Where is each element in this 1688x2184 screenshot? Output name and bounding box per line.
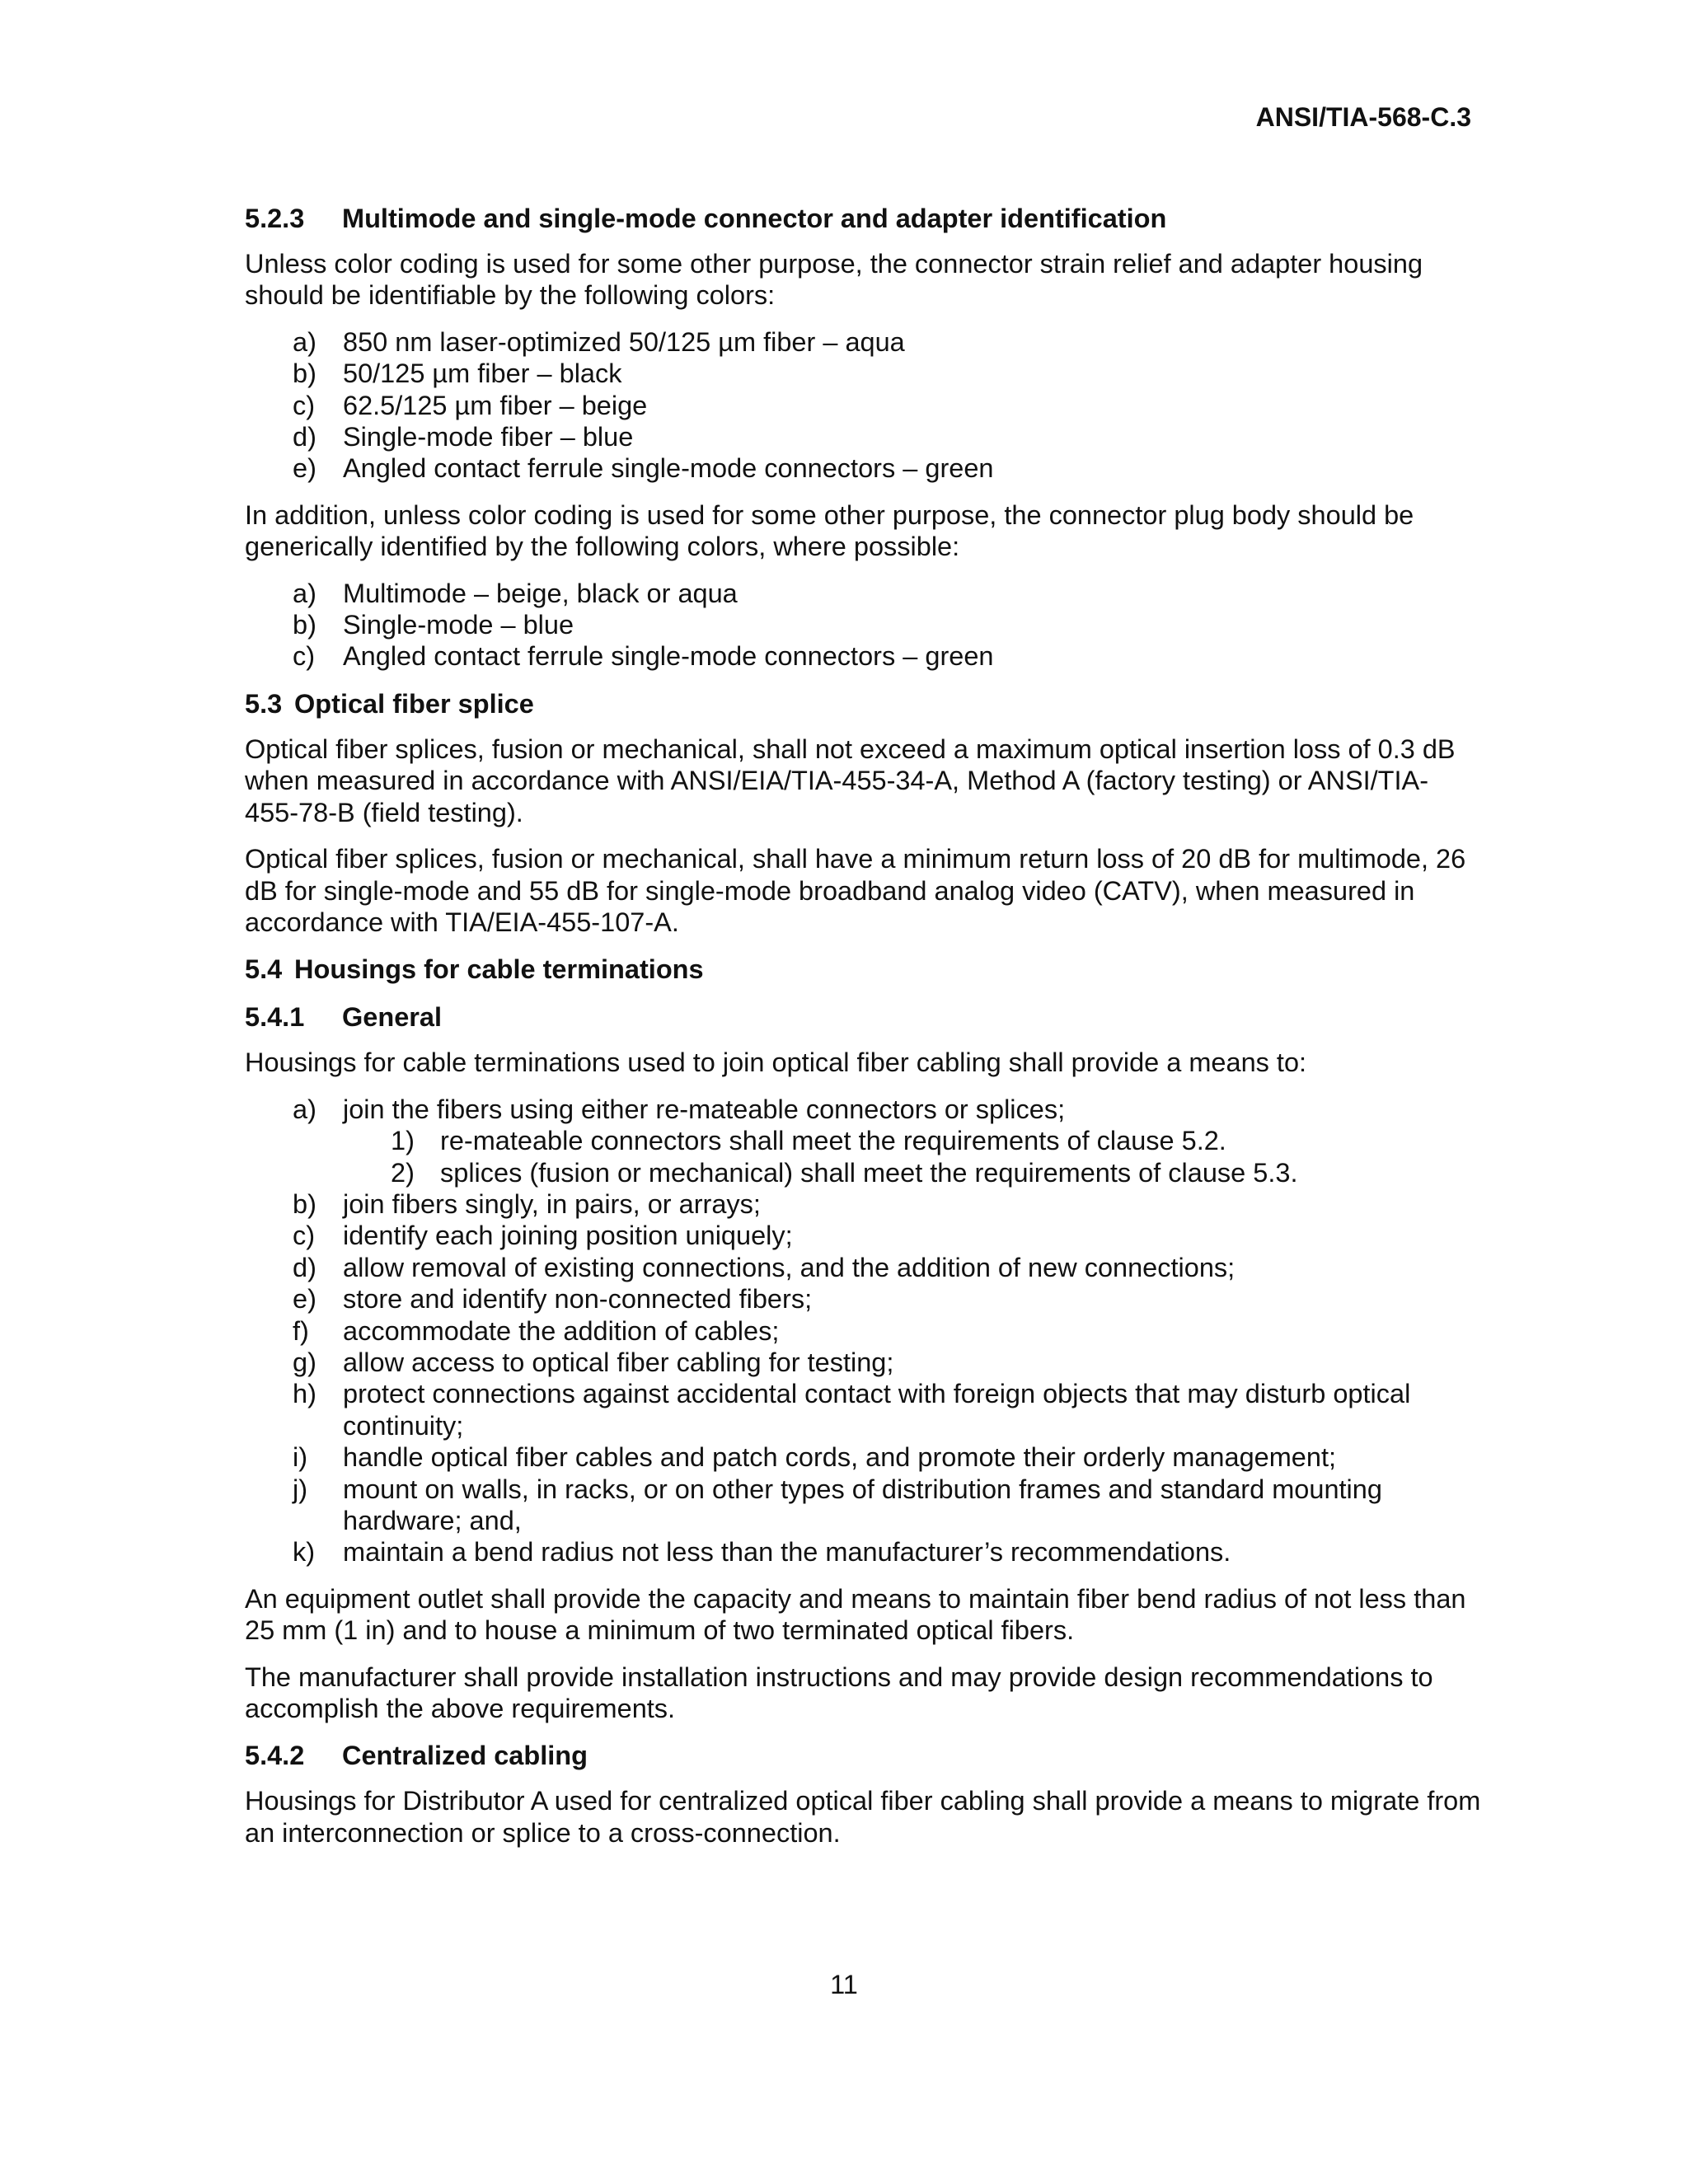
heading-title: Housings for cable terminations (294, 954, 704, 985)
heading-number: 5.4.1 (245, 1002, 305, 1033)
list-marker: b) (293, 1188, 316, 1219)
sub-list (343, 1125, 1481, 1188)
page-number: 11 (830, 1970, 858, 1999)
list-item (245, 1378, 1481, 1441)
list-marker: g) (293, 1347, 316, 1377)
list-marker: b) (293, 359, 316, 389)
paragraph: In addition, unless color coding is used for some other purpose, the connector plug body should be generically identified by the following colors, where possible: (245, 499, 1414, 562)
paragraph: Unless color coding is used for some other purpose, the connector strain relief and adapter housing should be identifiable by the following colors: (245, 249, 1423, 311)
list-item-text: Angled contact ferrule single-mode connectors – green (343, 641, 994, 672)
list-item (245, 358, 1481, 389)
list-marker: e) (293, 1284, 316, 1315)
list-item-text: allow access to optical fiber cabling for testing; (343, 1347, 894, 1377)
list-marker: d) (293, 422, 316, 452)
list-item-text: mount on walls, in racks, or on other types of distribution frames and standard mounting hardware; and, (343, 1474, 1382, 1535)
heading-5-4-2 (245, 1739, 1481, 1772)
heading-title: General (342, 1002, 443, 1033)
list-item (245, 1347, 1481, 1378)
list-marker: 2) (391, 1157, 415, 1188)
heading-title: Optical fiber splice (294, 688, 534, 719)
list-item (245, 1474, 1481, 1537)
list-item (245, 1252, 1481, 1283)
list-item-text: allow removal of existing connections, and the addition of new connections; (343, 1252, 1236, 1282)
list-item (245, 1094, 1481, 1188)
list-item (245, 1283, 1481, 1315)
list-marker: c) (293, 1221, 316, 1251)
heading-5-4 (245, 953, 1481, 986)
list-item (245, 1315, 1481, 1347)
list-marker: j) (293, 1474, 308, 1504)
list-item (245, 1536, 1481, 1568)
paragraph: Housings for Distributor A used for centralized optical fiber cabling shall provide a means to migrate from an interconnection or splice to a cross-connection. (245, 1786, 1481, 1848)
heading-title: Centralized cabling (342, 1741, 588, 1771)
list-marker: b) (293, 610, 316, 640)
paragraph: Optical fiber splices, fusion or mechanical, shall have a minimum return loss of 20 dB for multimode, 26 dB for single-mode and 55 dB for single-mode broadband analog video (CATV), when measured in accordance with TIA/EIA-455-107-A. (245, 844, 1466, 937)
paragraph: The manufacturer shall provide installation instructions and may provide design recommendations to accomplish the above requirements. (245, 1661, 1433, 1724)
list-item (245, 1188, 1481, 1220)
list-item-text: Single-mode – blue (343, 610, 574, 640)
heading-number: 5.2.3 (245, 204, 305, 233)
list-item (245, 609, 1481, 640)
list-marker: k) (293, 1537, 316, 1568)
list-marker: d) (293, 1252, 316, 1282)
list-item-text: Angled contact ferrule single-mode connectors – green (343, 453, 994, 484)
list-item-text: protect connections against accidental contact with foreign objects that may disturb optical continuity; (343, 1379, 1411, 1441)
housing-requirements-list-continued (245, 1188, 1481, 1568)
list-marker: a) (293, 326, 316, 357)
list-item (245, 1441, 1481, 1473)
paragraph: Optical fiber splices, fusion or mechanical, shall not exceed a maximum optical insertion loss of 0.3 dB when measured in accordance with ANSI/EIA/TIA-455-34-A, Method A (factory testing) or ANSI/TIA-455-78-B (field testing). (245, 733, 1456, 827)
list-item (245, 421, 1481, 452)
sub-list-item (343, 1157, 1481, 1188)
list-item-text: identify each joining position uniquely; (343, 1221, 793, 1251)
paragraph: Housings for cable terminations used to join optical fiber cabling shall provide a means to: (245, 1047, 1307, 1078)
heading-5-3 (245, 687, 1481, 720)
list-marker: c) (293, 641, 316, 672)
list-item (245, 640, 1481, 672)
list-item-text: 62.5/125 µm fiber – beige (343, 390, 648, 420)
list-marker: 1) (391, 1126, 415, 1156)
color-list-plug-body (245, 578, 1481, 673)
list-marker: h) (293, 1379, 316, 1409)
heading-5-2-3 (245, 202, 1481, 235)
list-item-text: Multimode – beige, black or aqua (343, 578, 738, 608)
list-marker: a) (293, 578, 316, 608)
list-item (245, 390, 1481, 421)
list-marker: f) (293, 1315, 309, 1346)
document-id-header: ANSI/TIA-568-C.3 (1255, 102, 1471, 132)
list-item-text: 850 nm laser-optimized 50/125 µm fiber – aqua (343, 326, 905, 357)
list-item-text: handle optical fiber cables and patch cords, and promote their orderly management; (343, 1442, 1337, 1473)
heading-5-4-1 (245, 1001, 1481, 1033)
page-content (245, 202, 1481, 1849)
paragraph: An equipment outlet shall provide the capacity and means to maintain fiber bend radius of not less than 25 mm (1 in) and to house a minimum of two terminated optical fibers. (245, 1583, 1466, 1646)
housing-requirements-list (245, 1094, 1481, 1188)
sub-list-item (343, 1125, 1481, 1156)
list-item-text: maintain a bend radius not less than the manufacturer’s recommendations. (343, 1537, 1231, 1568)
list-item-text: 50/125 µm fiber – black (343, 359, 622, 389)
list-item-text: splices (fusion or mechanical) shall meet the requirements of clause 5.3. (440, 1157, 1298, 1188)
color-list-strain-relief (245, 326, 1481, 485)
list-marker: e) (293, 453, 316, 484)
list-marker: a) (293, 1094, 316, 1124)
list-item-text: Single-mode fiber – blue (343, 422, 634, 452)
list-marker: i) (293, 1442, 308, 1473)
heading-number: 5.4.2 (245, 1741, 305, 1771)
list-item-text: re-mateable connectors shall meet the requirements of clause 5.2. (440, 1126, 1226, 1156)
list-item (245, 326, 1481, 358)
heading-number: 5.3 (245, 688, 283, 719)
list-item (245, 1220, 1481, 1251)
list-marker: c) (293, 390, 316, 420)
list-item-text: accommodate the addition of cables; (343, 1315, 780, 1346)
list-item-text: join the fibers using either re-mateable connectors or splices; (343, 1094, 1066, 1124)
list-item-text: store and identify non-connected fibers; (343, 1284, 813, 1315)
list-item-text: join fibers singly, in pairs, or arrays; (343, 1188, 761, 1219)
list-item (245, 452, 1481, 484)
heading-title: Multimode and single-mode connector and adapter identification (342, 204, 1167, 233)
list-item (245, 578, 1481, 609)
heading-number: 5.4 (245, 954, 283, 985)
